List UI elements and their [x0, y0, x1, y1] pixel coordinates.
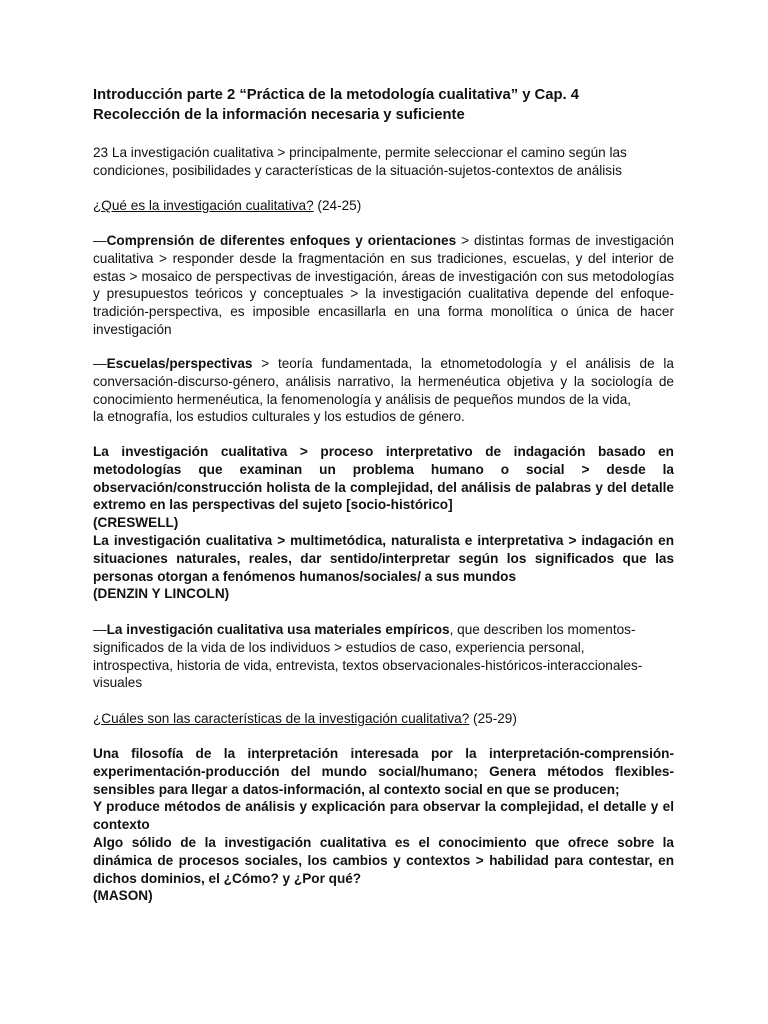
question-link-2[interactable]: ¿Cuáles son las características de la investigación cualitativa?: [93, 711, 470, 726]
enfoques-bold: Comprensión de diferentes enfoques y orientaciones: [106, 233, 457, 248]
escuelas-bold: Escuelas/perspectivas: [106, 356, 253, 371]
materiales-line-2: significados de la vida de los individuos > estudios de caso, experiencia personal,: [93, 639, 585, 655]
question-heading-1: [93, 197, 674, 215]
intro-paragraph: [93, 144, 674, 180]
enfoques-text: > distintas formas de investigación cualitativa > responder desde la fragmentación en sus tradiciones, escuelas, y del interior de estas > mosaico de perspectivas de investigación, áreas de investigación con sus metodologías y presupuestos teóricos y conceptuales > la investigación cualitativa depende del enfoque-tradición-perspectiva, es imposible encasillarla en una forma monolítica o única de hacer investigación: [93, 233, 674, 337]
question-pages-1: (24-25): [313, 198, 362, 213]
mason-text-2: Y produce métodos de análisis y explicación para observar la complejidad, el detalle y el contexto: [93, 799, 674, 833]
dash-3: —: [93, 622, 107, 637]
denzin-text: La investigación cualitativa > multimetódica, naturalista e interpretativa > indagación en situaciones naturales, reales, dar sentido/interpretar según los significados que las personas otorgan a fenómenos humanos/sociales/ a sus mundos: [93, 532, 674, 584]
question-pages-2: (25-29): [469, 711, 517, 726]
question-heading-2: [93, 710, 674, 728]
paragraph-escuelas: [93, 355, 674, 426]
mason-text-3: Algo sólido de la investigación cualitativa es el conocimiento que ofrece sobre la dinámica de procesos sociales, los cambios y contextos > habilidad para contestar, en dichos dominios, el ¿Cómo? y ¿Por qué?: [93, 834, 674, 886]
creswell-quote: [93, 443, 674, 603]
paragraph-materiales: [93, 621, 674, 692]
creswell-text: La investigación cualitativa > proceso interpretativo de indagación basado en metodologías que examinan un problema humano o social > desde la observación/construcción holista de la complejidad, del análisis de palabras y del detalle extremo en las perspectivas del sujeto [socio-histórico]: [93, 444, 674, 513]
escuelas-text: > teoría fundamentada, la etnometodología y el análisis de la conversación-discurso-género, análisis narrativo, la hermenéutica objetiva y la sociología de conocimiento hermenéutica, la fenomenología y análisis de pequeños mundos de la vida,: [93, 356, 674, 407]
denzin-author: (DENZIN Y LINCOLN): [93, 586, 230, 602]
creswell-author: (CRESWELL): [93, 515, 179, 531]
materiales-line-3: introspectiva, historia de vida, entrevista, textos observacionales-históricos-interaccionales-: [93, 657, 643, 673]
mason-author: (MASON): [93, 888, 153, 904]
intro-line-2: condiciones, posibilidades y características de la situación-sujetos-contextos de análisis: [93, 162, 622, 178]
mason-text-1: Una filosofía de la interpretación interesada por la interpretación-comprensión-experimentación-producción del mundo social/humano; Genera métodos flexibles-sensibles para llegar a datos-información, al contexto social en que se producen;: [93, 746, 674, 797]
materiales-line-1-rest: , que describen los momentos-: [449, 622, 636, 637]
materiales-line-1: [93, 621, 674, 639]
materiales-bold: La investigación cualitativa usa materiales empíricos: [106, 622, 450, 637]
dash-2: —: [93, 356, 107, 371]
intro-line-1: 23 La investigación cualitativa > principalmente, permite seleccionar el camino según las: [93, 145, 627, 160]
mason-quote: [93, 745, 674, 905]
escuelas-last-line: la etnografía, los estudios culturales y los estudios de género.: [93, 409, 465, 425]
escuelas-justified: [93, 355, 674, 408]
question-link-1[interactable]: ¿Qué es la investigación cualitativa?: [93, 198, 314, 213]
title-line-1: Introducción parte 2 “Práctica de la metodología cualitativa” y Cap. 4: [93, 87, 579, 103]
dash-1: —: [93, 233, 107, 248]
paragraph-enfoques: [93, 232, 674, 339]
page-title: [93, 86, 693, 125]
title-line-2: Recolección de la información necesaria y suficiente: [93, 106, 465, 123]
materiales-line-4: visuales: [93, 675, 143, 691]
